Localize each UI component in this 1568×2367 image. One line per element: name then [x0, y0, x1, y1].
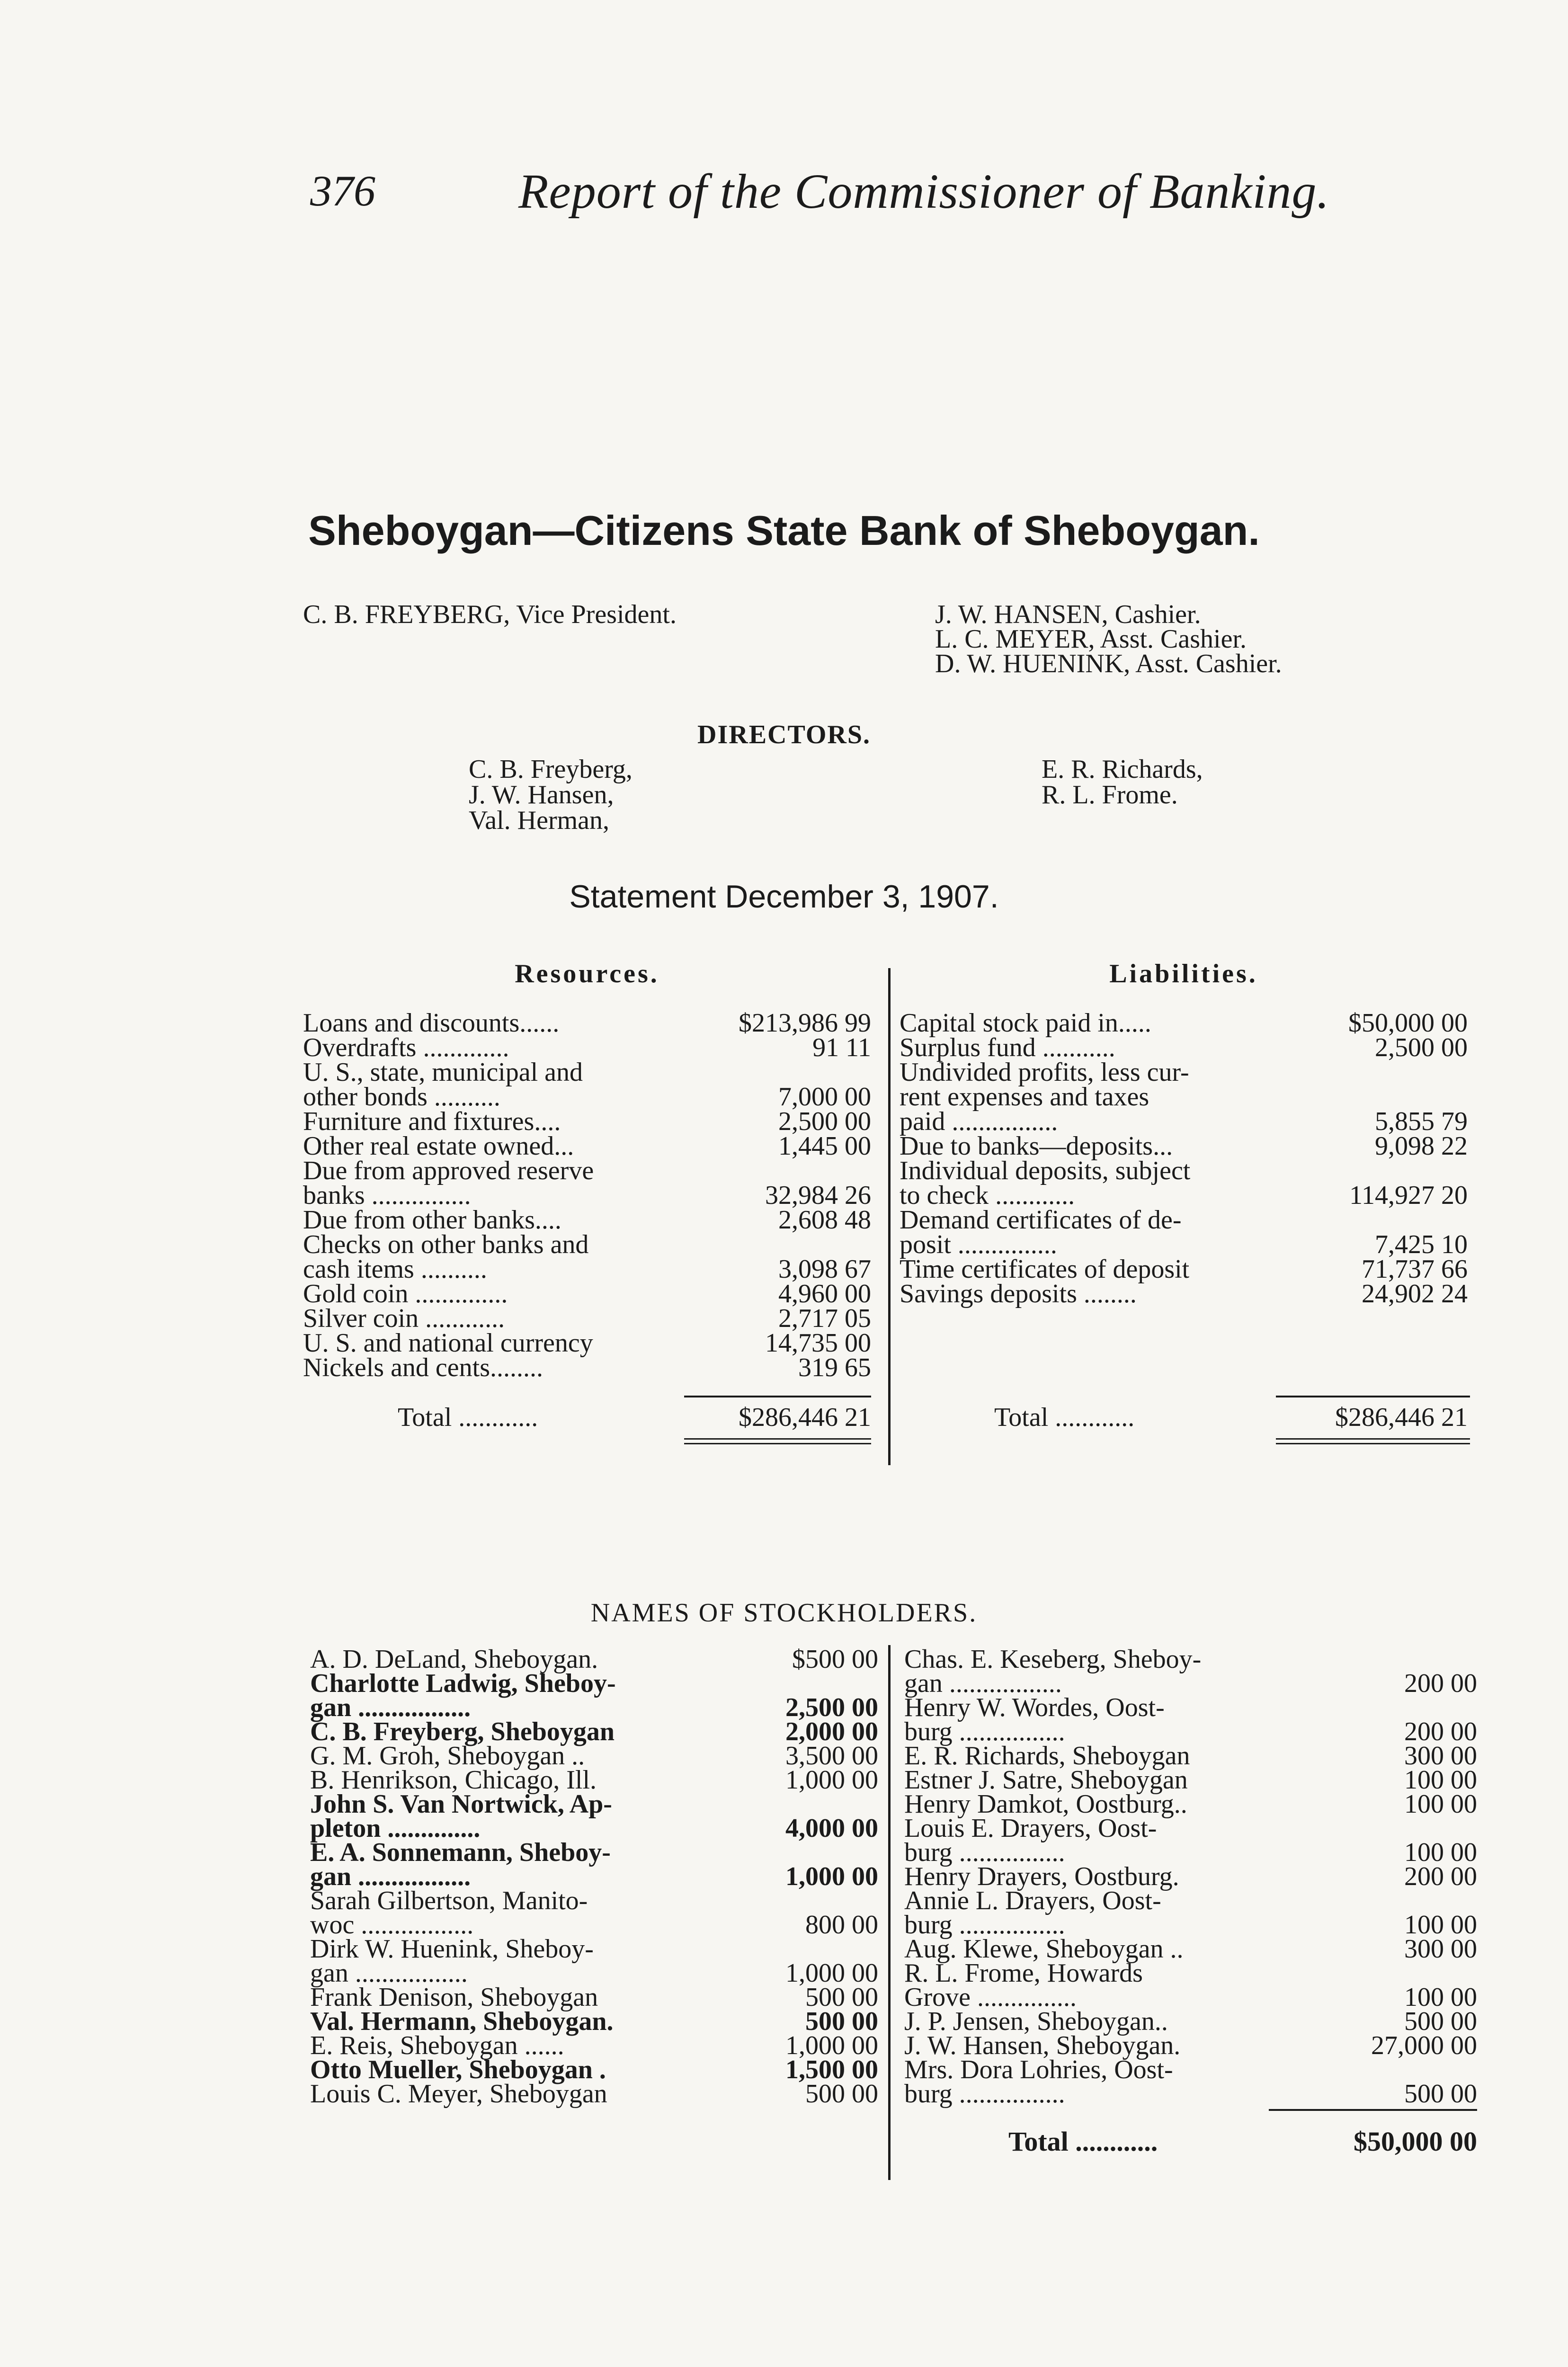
stockholder-row: gan ................. 1,000 00	[310, 1862, 878, 1891]
ledger-line: posit ............... 7,425 10	[900, 1230, 1468, 1259]
stockholder-row: Henry Drayers, Oostburg. 200 00	[904, 1862, 1477, 1891]
officer-asst-cashier-2: D. W. HUENINK, Asst. Cashier.	[935, 649, 1282, 678]
stockholder-row: A. D. DeLand, Sheboygan. $500 00	[310, 1645, 878, 1674]
stockholder-row: woc ................. 800 00	[310, 1910, 878, 1940]
ledger-line: Loans and discounts...... $213,986 99	[303, 1008, 871, 1038]
stockholder-row: Sarah Gilbertson, Manito-	[310, 1886, 588, 1915]
stockholder-row: Estner J. Satre, Sheboygan 100 00	[904, 1765, 1477, 1795]
stockholder-row: Otto Mueller, Sheboygan . 1,500 00	[310, 2055, 878, 2084]
ledger-line: Overdrafts ............. 91 11	[303, 1033, 871, 1062]
director-name: J. W. Hansen,	[469, 780, 614, 810]
stockholder-row: Mrs. Dora Lohries, Oost-	[904, 2055, 1173, 2084]
ledger-line: banks ............... 32,984 26	[303, 1181, 871, 1210]
liabilities-heading: Liabilities.	[1109, 959, 1258, 988]
director-name: C. B. Freyberg,	[469, 755, 633, 784]
stockholder-row: burg ................ 100 00	[904, 1838, 1477, 1867]
stockholder-row: Chas. E. Keseberg, Sheboy-	[904, 1645, 1202, 1674]
ledger-line: Surplus fund ........... 2,500 00	[900, 1033, 1468, 1062]
ledger-line: Capital stock paid in..... $50,000 00	[900, 1008, 1468, 1038]
running-title: Report of the Commissioner of Banking.	[518, 164, 1330, 219]
stockholder-row: burg ................ 200 00	[904, 1717, 1477, 1746]
stockholder-row: Henry W. Wordes, Oost-	[904, 1693, 1165, 1722]
directors-heading: DIRECTORS.	[697, 720, 871, 749]
director-name: R. L. Frome.	[1042, 780, 1178, 810]
ledger-line: Individual deposits, subject	[900, 1156, 1191, 1185]
liabilities-double-rule	[1276, 1438, 1470, 1444]
ledger-line: Other real estate owned... 1,445 00	[303, 1131, 871, 1161]
stockholder-row: C. B. Freyberg, Sheboygan 2,000 00	[310, 1717, 878, 1746]
stockholders-total-amount: $50,000 00	[1354, 2126, 1477, 2157]
ledger-line: Checks on other banks and	[303, 1230, 589, 1259]
stockholder-row: Val. Hermann, Sheboygan. 500 00	[310, 2007, 878, 2036]
stockholder-row: John S. Van Nortwick, Ap-	[310, 1789, 612, 1819]
ledger-line: U. S., state, municipal and	[303, 1058, 583, 1087]
stockholders-left-list	[310, 1645, 878, 2109]
ledger-line: Savings deposits ........ 24,902 24	[900, 1279, 1468, 1308]
resources-total-rule	[684, 1396, 871, 1397]
ledger-line: Due from other banks.... 2,608 48	[303, 1205, 871, 1235]
ledger-line: rent expenses and taxes	[900, 1082, 1149, 1112]
ledger-line: other bonds .......... 7,000 00	[303, 1082, 871, 1112]
ledger-line: U. S. and national currency 14,735 00	[303, 1328, 871, 1358]
column-divider	[888, 968, 891, 1465]
officer-asst-cashier-1: L. C. MEYER, Asst. Cashier.	[935, 624, 1247, 654]
ledger-line: paid ................ 5,855 79	[900, 1107, 1468, 1136]
stockholder-row: Frank Denison, Sheboygan 500 00	[310, 1983, 878, 2012]
stockholder-row: Grove ............... 100 00	[904, 1983, 1477, 2012]
ledger-line: Furniture and fixtures.... 2,500 00	[303, 1107, 871, 1136]
ledger-line: Undivided profits, less cur-	[900, 1058, 1189, 1087]
stockholder-row: pleton .............. 4,000 00	[310, 1814, 878, 1843]
stockholder-row: G. M. Groh, Sheboygan .. 3,500 00	[310, 1741, 878, 1771]
resources-heading: Resources.	[515, 959, 659, 988]
stockholder-row: Henry Damkot, Oostburg.. 100 00	[904, 1789, 1477, 1819]
bank-title: Sheboygan—Citizens State Bank of Sheboygan.	[308, 507, 1260, 554]
stockholder-row: E. A. Sonnemann, Sheboy-	[310, 1838, 611, 1867]
ledger-line: Nickels and cents........ 319 65	[303, 1353, 871, 1382]
resources-list	[303, 1008, 871, 1382]
stockholder-row: gan ................. 2,500 00	[310, 1693, 878, 1722]
officer-cashier: J. W. HANSEN, Cashier.	[935, 600, 1201, 629]
liabilities-total-rule	[1276, 1396, 1470, 1397]
ledger-line: Due from approved reserve	[303, 1156, 594, 1185]
ledger-line: cash items .......... 3,098 67	[303, 1255, 871, 1284]
stockholder-row: E. R. Richards, Sheboygan 300 00	[904, 1741, 1477, 1771]
stockholder-row: burg ................ 100 00	[904, 1910, 1477, 1940]
stockholder-row: burg ................ 500 00	[904, 2079, 1477, 2109]
stockholder-row: gan ................. 200 00	[904, 1669, 1477, 1698]
stockholders-right-list	[904, 1645, 1477, 2109]
stockholder-row: Louis C. Meyer, Sheboygan 500 00	[310, 2079, 878, 2109]
liabilities-total: Total ............ $286,446 21	[994, 1403, 1468, 1432]
stockholders-total-label: Total ............	[1008, 2126, 1158, 2157]
ledger-line: Demand certificates of de-	[900, 1205, 1182, 1235]
stockholders-divider	[888, 1645, 891, 2180]
stockholder-row: Annie L. Drayers, Oost-	[904, 1886, 1161, 1915]
stockholder-row: J. P. Jensen, Sheboygan.. 500 00	[904, 2007, 1477, 2036]
director-name: Val. Herman,	[469, 806, 610, 835]
stockholder-row: B. Henrikson, Chicago, Ill. 1,000 00	[310, 1765, 878, 1795]
stockholder-row: Charlotte Ladwig, Sheboy-	[310, 1669, 616, 1698]
stockholder-row: Dirk W. Huenink, Sheboy-	[310, 1934, 594, 1964]
ledger-line: Silver coin ............ 2,717 05	[303, 1304, 871, 1333]
statement-title: Statement December 3, 1907.	[569, 879, 999, 915]
stockholder-row: R. L. Frome, Howards	[904, 1958, 1143, 1988]
stockholders-total-rule	[1269, 2109, 1477, 2111]
page-number: 376	[310, 167, 375, 215]
ledger-line: Time certificates of deposit 71,737 66	[900, 1255, 1468, 1284]
liabilities-list	[900, 1008, 1468, 1308]
stockholder-row: J. W. Hansen, Sheboygan. 27,000 00	[904, 2031, 1477, 2060]
stockholder-row: E. Reis, Sheboygan ...... 1,000 00	[310, 2031, 878, 2060]
director-name: E. R. Richards,	[1042, 755, 1203, 784]
resources-total: Total ............ $286,446 21	[398, 1403, 871, 1432]
resources-double-rule	[684, 1438, 871, 1444]
stockholder-row: Aug. Klewe, Sheboygan .. 300 00	[904, 1934, 1477, 1964]
stockholders-heading: NAMES OF STOCKHOLDERS.	[590, 1598, 978, 1628]
stockholder-row: gan ................. 1,000 00	[310, 1958, 878, 1988]
officer-vice-president: C. B. FREYBERG, Vice President.	[303, 600, 677, 629]
stockholder-row: Louis E. Drayers, Oost-	[904, 1814, 1157, 1843]
ledger-line: Due to banks—deposits... 9,098 22	[900, 1131, 1468, 1161]
ledger-line: Gold coin .............. 4,960 00	[303, 1279, 871, 1308]
ledger-line: to check ............ 114,927 20	[900, 1181, 1468, 1210]
